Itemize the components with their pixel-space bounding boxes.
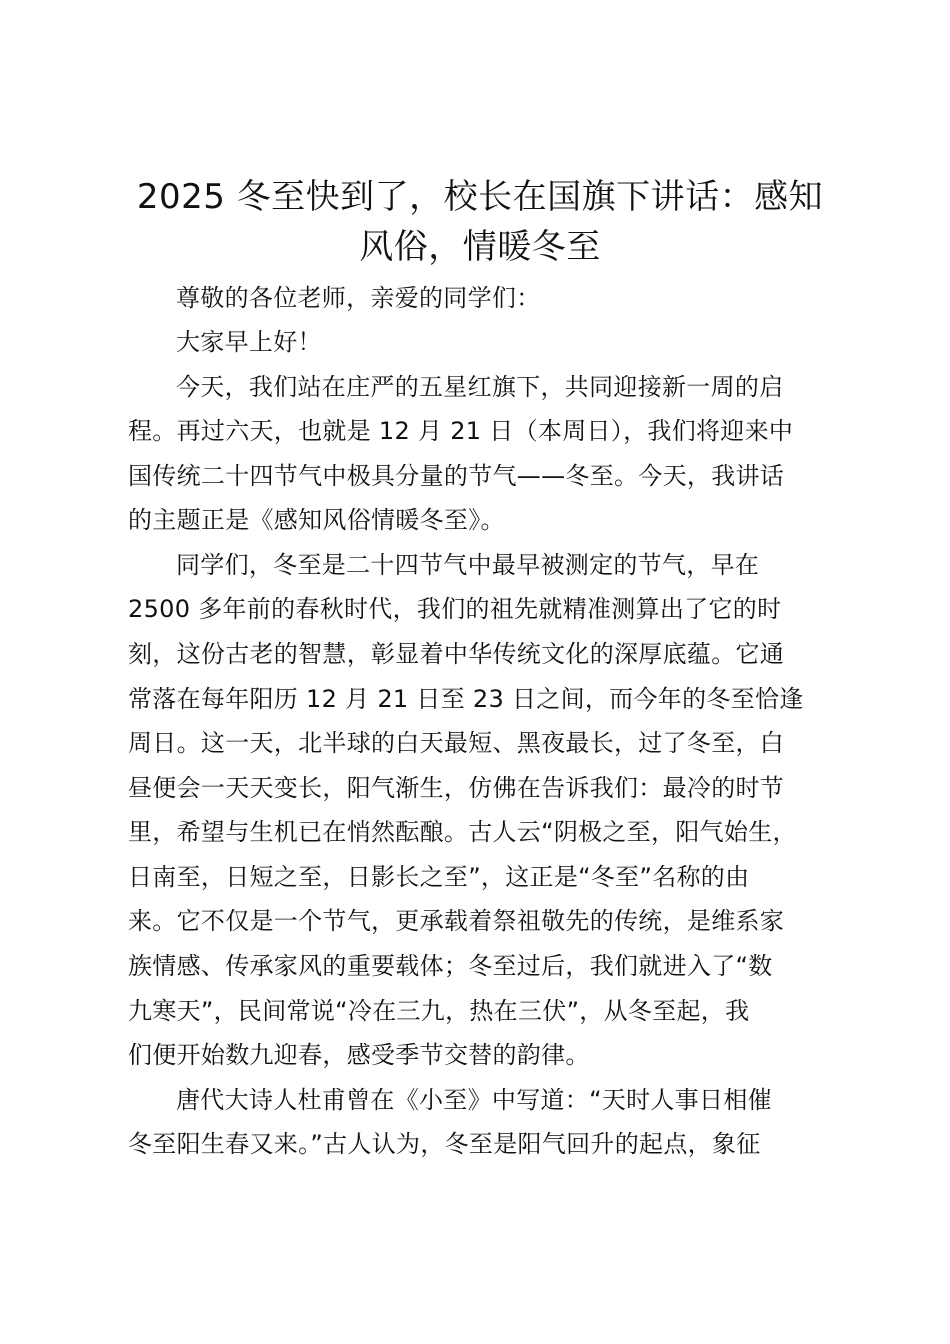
body-line: 族情感、传承家风的重要载体；冬至过后，我们就进入了“数 xyxy=(128,952,773,980)
title-line-2: 风俗，情暖冬至 xyxy=(359,227,601,267)
body-line: 常落在每年阳历 12 月 21 日至 23 日之间，而今年的冬至恰逢 xyxy=(128,685,804,713)
body-line: 昼便会一天天变长，阳气渐生，仿佛在告诉我们：最冷的时节 xyxy=(128,774,785,802)
greeting: 大家早上好！ xyxy=(176,328,322,356)
body-line: 2500 多年前的春秋时代，我们的祖先就精准测算出了它的时 xyxy=(128,595,782,623)
body-line: 里，希望与生机已在悄然酝酿。古人云“阴极之至，阳气始生， xyxy=(128,818,797,846)
body-line: 日南至，日短之至，日影长之至”，这正是“冬至”名称的由 xyxy=(128,863,750,891)
body-line: 冬至阳生春又来。”古人认为，冬至是阳气回升的起点，象征 xyxy=(128,1130,761,1158)
body-line: 程。再过六天，也就是 12 月 21 日（本周日），我们将迎来中 xyxy=(128,417,794,445)
salutation: 尊敬的各位老师，亲爱的同学们： xyxy=(176,284,541,312)
body-line: 同学们，冬至是二十四节气中最早被测定的节气，早在 xyxy=(176,551,760,579)
body-line: 九寒天”，民间常说“冷在三九，热在三伏”，从冬至起，我 xyxy=(128,997,750,1025)
body-line: 来。它不仅是一个节气，更承载着祭祖敬先的传统，是维系家 xyxy=(128,907,785,935)
body-line: 今天，我们站在庄严的五星红旗下，共同迎接新一周的启 xyxy=(176,373,784,401)
body-line: 刻，这份古老的智慧，彰显着中华传统文化的深厚底蕴。它通 xyxy=(128,640,785,668)
body-line: 国传统二十四节气中极具分量的节气——冬至。今天，我讲话 xyxy=(128,462,785,490)
document-title xyxy=(120,172,840,272)
body-line: 唐代大诗人杜甫曾在《小至》中写道：“天时人事日相催 xyxy=(176,1086,772,1114)
body-line: 周日。这一天，北半球的白天最短、黑夜最长，过了冬至，白 xyxy=(128,729,785,757)
title-line-1: 2025 冬至快到了，校长在国旗下讲话：感知 xyxy=(136,177,824,217)
body-line: 们便开始数九迎春，感受季节交替的韵律。 xyxy=(128,1041,590,1069)
body-line: 的主题正是《感知风俗情暖冬至》。 xyxy=(128,506,505,534)
